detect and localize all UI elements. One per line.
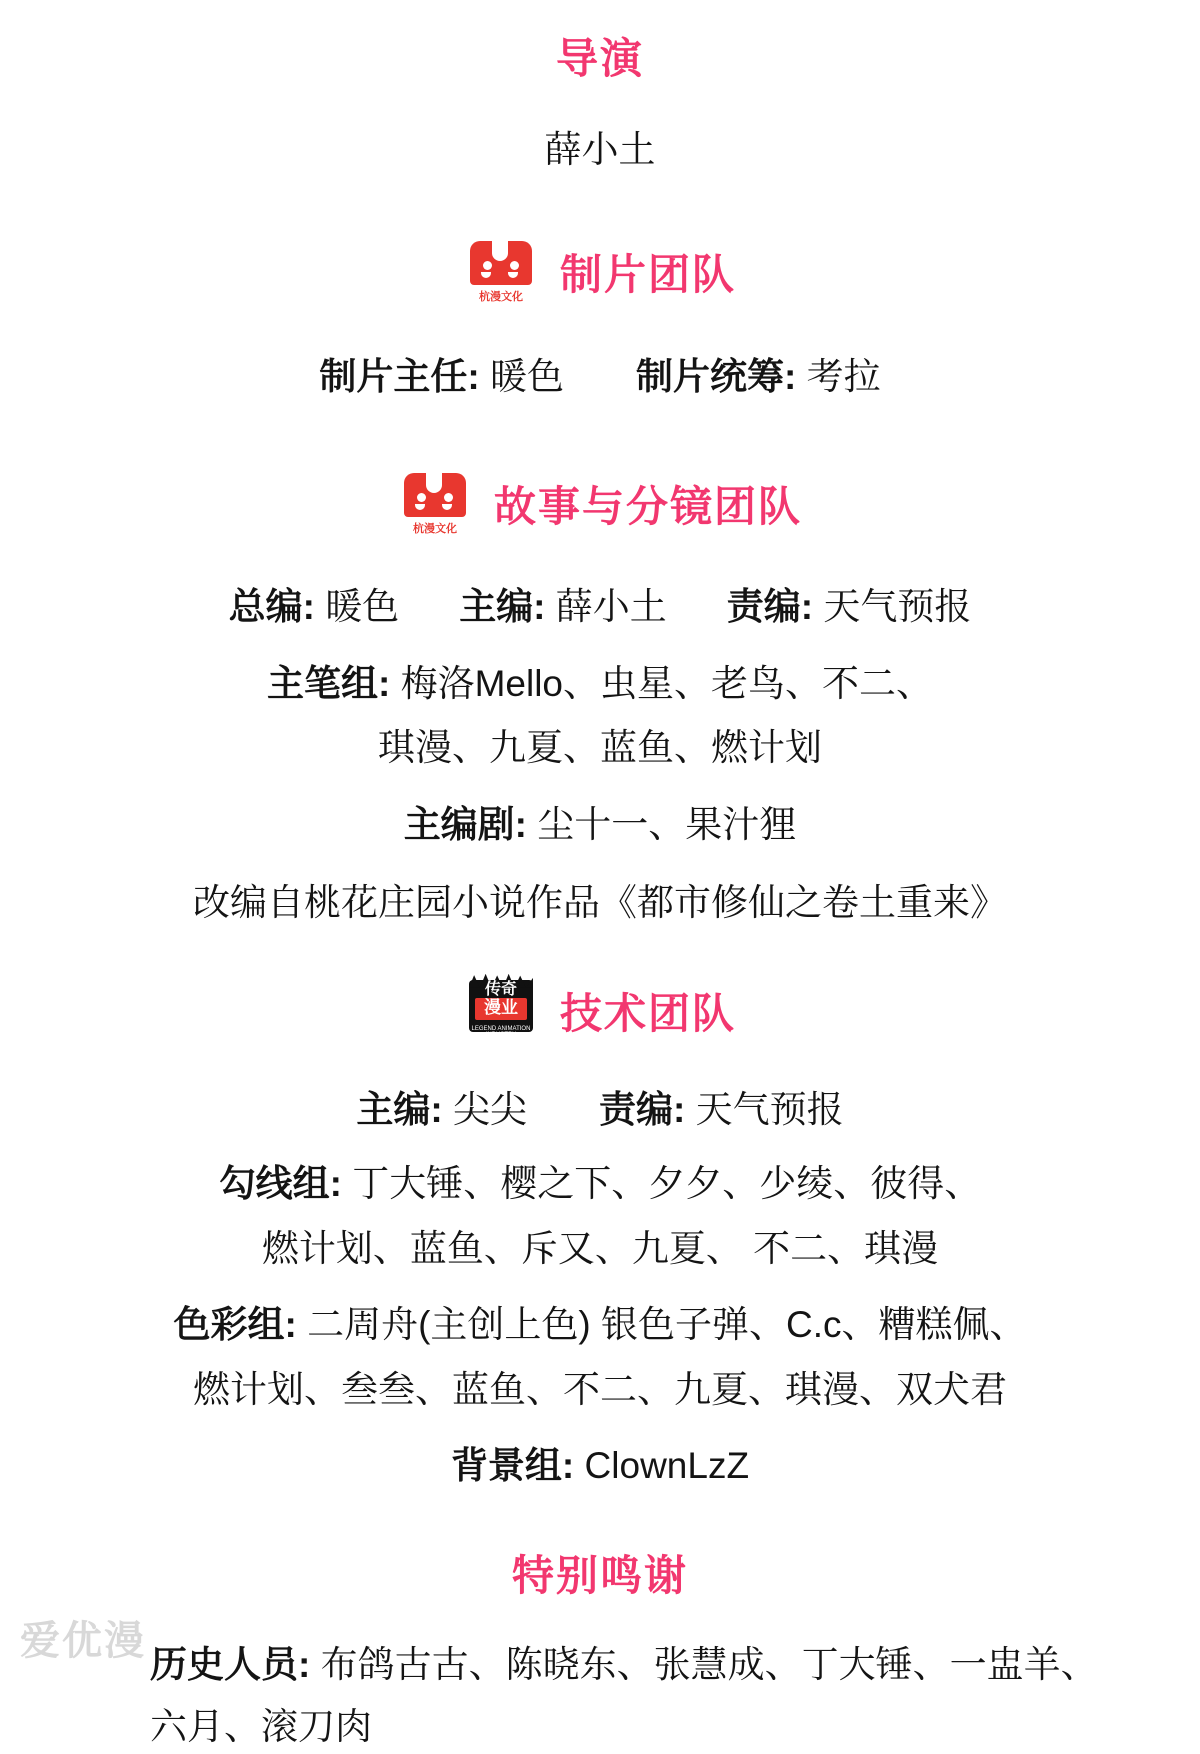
producer-roles — [0, 351, 1200, 404]
hangzhou-logo-caption: 杭漫文化 — [478, 290, 523, 303]
lineart-group-line-1 — [0, 1158, 1200, 1211]
producer-role-1-label: 制片统筹: — [636, 355, 797, 397]
lineart-group-line-2: 燃计划、蓝鱼、斥又、九夏、 不二、琪漫 — [261, 1227, 939, 1269]
background-group-value: ClownLzZ — [584, 1445, 750, 1487]
chuanqi-logo-top-text: 传奇 — [484, 980, 517, 998]
story-chief-0-label: 总编: — [228, 586, 315, 628]
producer-role-1 — [636, 351, 881, 404]
color-group-line-1 — [0, 1299, 1200, 1352]
color-group-line-2: 燃计划、叁叁、蓝鱼、不二、九夏、琪漫、双犬君 — [193, 1368, 1007, 1410]
story-chief-1-label: 主编: — [459, 586, 546, 628]
story-chief-1 — [459, 581, 667, 634]
background-group-line — [0, 1440, 1200, 1493]
thanks-section-title: 特别鸣谢 — [511, 1551, 688, 1599]
story-writers-names-1: 梅洛Mello、虫星、老鸟、不二、 — [400, 662, 934, 704]
tech-chief-0-value: 尖尖 — [453, 1088, 527, 1130]
story-chief-0-value: 暖色 — [325, 586, 400, 628]
tech-chief-0 — [356, 1084, 527, 1137]
background-group-label: 背景组: — [450, 1445, 575, 1487]
story-script-value: 尘十一、果汁狸 — [537, 803, 797, 845]
story-script-line — [0, 799, 1200, 852]
tech-chief-1-label: 责编: — [599, 1088, 686, 1130]
tech-chief-roles — [0, 1084, 1200, 1137]
director-section-title: 导演 — [555, 35, 644, 82]
story-chief-roles — [0, 581, 1200, 634]
director-name: 薛小土 — [544, 129, 656, 170]
thanks-history-line-2: 六月、滚刀肉 — [150, 1706, 372, 1748]
story-chief-1-value: 薛小土 — [555, 586, 667, 628]
tech-section-title: 技术团队 — [559, 989, 736, 1037]
credits-page — [0, 26, 1200, 1748]
story-writers-line-1 — [0, 658, 1200, 711]
producer-role-0-value: 暖色 — [490, 355, 564, 397]
hangzhou-logo-caption: 杭漫文化 — [412, 523, 457, 536]
lineart-group-label: 勾线组: — [218, 1163, 343, 1205]
hangzhou-wenhua-logo-icon — [398, 471, 472, 537]
thanks-history-label: 历史人员: — [150, 1643, 311, 1685]
story-chief-2 — [727, 581, 972, 634]
color-group-names-1: 二周舟(主创上色) 银色子弹、C.c、糟糕佩、 — [307, 1304, 1027, 1346]
producer-section-title: 制片团队 — [559, 250, 736, 298]
tech-section-header — [0, 978, 1200, 1044]
chuanqi-logo-caption: LEGEND ANIMATION INDUSTRY — [471, 1025, 531, 1038]
story-section-header — [0, 471, 1200, 537]
lineart-group-names-1: 丁大锤、樱之下、夕夕、少绫、彼得、 — [352, 1163, 982, 1205]
story-chief-0 — [229, 581, 400, 634]
story-adaptation-note: 改编自桃花庄园小说作品《都市修仙之卷土重来》 — [193, 882, 1007, 924]
story-chief-2-label: 责编: — [726, 586, 814, 628]
story-script-label: 主编剧: — [403, 803, 528, 845]
story-chief-2-value: 天气预报 — [823, 586, 972, 628]
tech-chief-0-label: 主编: — [356, 1088, 443, 1130]
thanks-history-line-1 — [0, 1639, 1200, 1692]
story-writers-line-2: 琪漫、九夏、蓝鱼、燃计划 — [378, 727, 822, 769]
watermark: 爱优漫 — [20, 1619, 146, 1663]
tech-chief-1 — [599, 1084, 844, 1137]
producer-section-header — [0, 239, 1200, 305]
producer-role-0-label: 制片主任: — [319, 355, 480, 397]
color-group-label: 色彩组: — [173, 1304, 297, 1346]
thanks-history-names-1: 布鸽古古、陈晓东、张慧成、丁大锤、一盅羊、 — [320, 1643, 1098, 1685]
hangzhou-wenhua-logo-icon — [464, 239, 538, 305]
story-section-title: 故事与分镜团队 — [493, 483, 802, 531]
producer-role-0 — [319, 351, 564, 404]
producer-role-1-value: 考拉 — [806, 355, 881, 397]
chuanqi-logo-red-text: 漫业 — [483, 997, 518, 1017]
tech-chief-1-value: 天气预报 — [695, 1088, 844, 1130]
chuanqi-manye-logo-icon — [464, 978, 538, 1044]
story-writers-label: 主笔组: — [266, 662, 391, 704]
